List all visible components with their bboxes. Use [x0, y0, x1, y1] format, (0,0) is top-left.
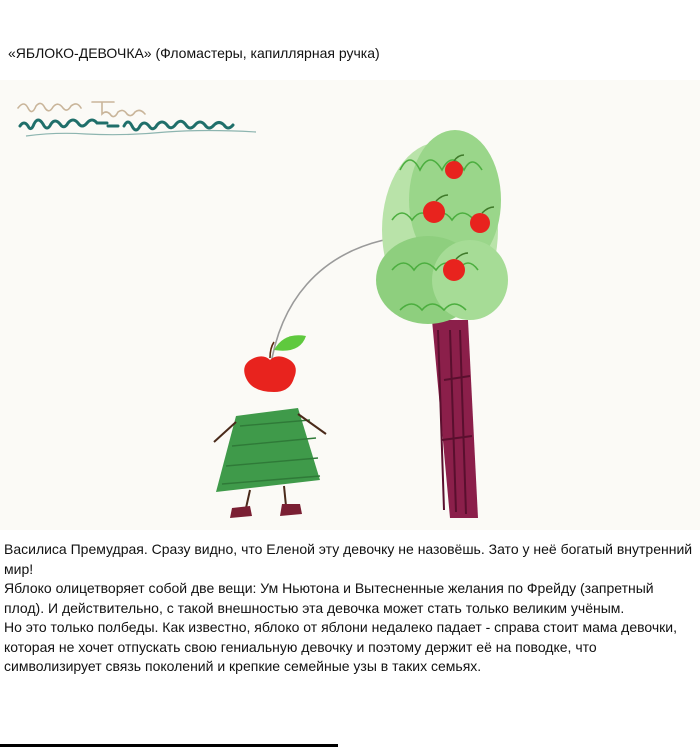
apple-leaf: [274, 335, 306, 350]
story-paragraph: Василиса Премудрая. Сразу видно, что Еленой эту девочку не назовёшь. Зато у неё богатый внутренний мир!: [4, 541, 693, 577]
girl-legs: [230, 486, 302, 518]
handwritten-title: [20, 120, 256, 136]
story-paragraph: Но это только полбеды. Как известно, яблоко от яблони недалеко падает - справа стоит мама девочки, которая не хочет отпускать свою гениальную девочку и поэтому держит её на поводке, что символизирует связь поколений и крепкие семейные узы в таких семьях.: [4, 619, 678, 674]
image-caption: «ЯБЛОКО-ДЕВОЧКА» (Фломастеры, капиллярная ручка): [8, 45, 380, 61]
bottom-divider: [0, 744, 338, 747]
girl-dress: [216, 408, 320, 492]
tree-trunk: [432, 320, 478, 518]
handwritten-signature: [18, 102, 145, 117]
story-text: [4, 540, 696, 677]
story-paragraph: Яблоко олицетворяет собой две вещи: Ум Ньютона и Вытесненные желания по Фрейду (запретный плод). И действительно, с такой внешностью эта девочка может стать только великим учёным.: [4, 580, 654, 616]
apple-girl-drawing: [0, 80, 700, 530]
child-drawing: [0, 80, 700, 530]
